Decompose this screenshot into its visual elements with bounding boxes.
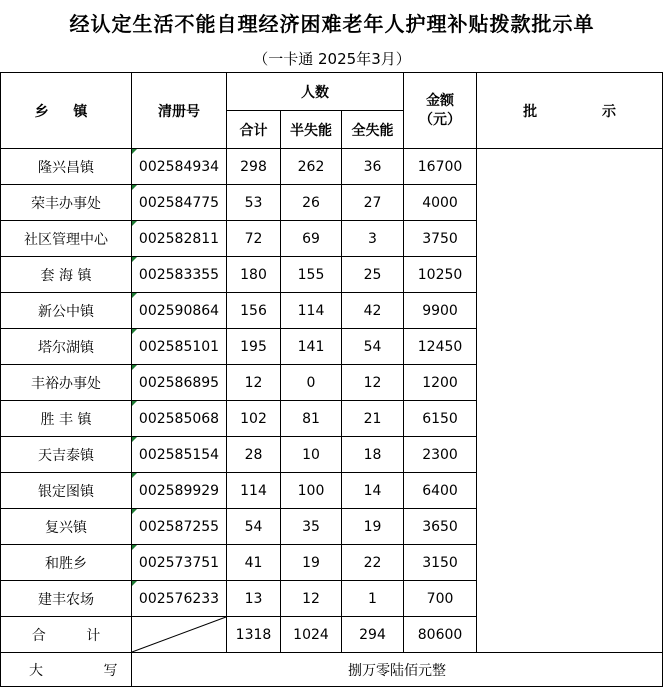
- total-cell: 53: [227, 185, 281, 221]
- header-people: 人数: [227, 73, 404, 111]
- town-cell: 建丰农场: [1, 581, 132, 617]
- capital-row: [1, 653, 663, 687]
- half-disabled-cell: 69: [281, 221, 342, 257]
- header-amount-line1: 金额: [426, 92, 455, 109]
- full-disabled-cell: 12: [342, 365, 404, 401]
- header-full: 全失能: [342, 111, 404, 149]
- half-disabled-cell: 155: [281, 257, 342, 293]
- total-cell: 114: [227, 473, 281, 509]
- town-cell: 套 海 镇: [1, 257, 132, 293]
- amount-cell: 2300: [404, 437, 477, 473]
- amount-cell: 9900: [404, 293, 477, 329]
- amount-cell: 3150: [404, 545, 477, 581]
- amount-cell: 3750: [404, 221, 477, 257]
- town-cell: 丰裕办事处: [1, 365, 132, 401]
- full-disabled-cell: 36: [342, 149, 404, 185]
- page-title: 经认定生活不能自理经济困难老年人护理补贴拨款批示单: [69, 12, 595, 36]
- half-disabled-cell: 114: [281, 293, 342, 329]
- town-cell: 社区管理中心: [1, 221, 132, 257]
- half-disabled-cell: 35: [281, 509, 342, 545]
- header-amount: [404, 73, 477, 149]
- full-disabled-cell: 21: [342, 401, 404, 437]
- total-cell: 195: [227, 329, 281, 365]
- full-disabled-cell: 19: [342, 509, 404, 545]
- total-cell: 41: [227, 545, 281, 581]
- amount-cell: 700: [404, 581, 477, 617]
- capital-amount: 捌万零陆佰元整: [132, 653, 663, 687]
- town-cell: 复兴镇: [1, 509, 132, 545]
- header-town: 乡 镇: [1, 73, 132, 149]
- table-row: [1, 149, 663, 185]
- full-disabled-cell: 22: [342, 545, 404, 581]
- total-cell: 54: [227, 509, 281, 545]
- town-cell: 银定图镇: [1, 473, 132, 509]
- half-disabled-cell: 0: [281, 365, 342, 401]
- account-cell: 002587255: [132, 509, 227, 545]
- amount-cell: 12450: [404, 329, 477, 365]
- header-amount-line2: （元）: [419, 111, 462, 128]
- town-cell: 和胜乡: [1, 545, 132, 581]
- town-cell: 天吉泰镇: [1, 437, 132, 473]
- account-cell: 002576233: [132, 581, 227, 617]
- total-cell: 28: [227, 437, 281, 473]
- totals-half-disabled: 1024: [281, 617, 342, 653]
- account-cell: 002582811: [132, 221, 227, 257]
- half-disabled-cell: 12: [281, 581, 342, 617]
- full-disabled-cell: 54: [342, 329, 404, 365]
- total-cell: 72: [227, 221, 281, 257]
- full-disabled-cell: 1: [342, 581, 404, 617]
- amount-cell: 6400: [404, 473, 477, 509]
- half-disabled-cell: 19: [281, 545, 342, 581]
- amount-cell: 3650: [404, 509, 477, 545]
- totals-amount: 80600: [404, 617, 477, 653]
- half-disabled-cell: 141: [281, 329, 342, 365]
- total-cell: 180: [227, 257, 281, 293]
- totals-full-disabled: 294: [342, 617, 404, 653]
- half-disabled-cell: 262: [281, 149, 342, 185]
- account-cell: 002585101: [132, 329, 227, 365]
- totals-label: 合 计: [1, 617, 132, 653]
- full-disabled-cell: 18: [342, 437, 404, 473]
- approval-area: [477, 149, 663, 653]
- page-subtitle: （一卡通 2025年3月）: [253, 50, 411, 68]
- town-cell: 荣丰办事处: [1, 185, 132, 221]
- amount-cell: 4000: [404, 185, 477, 221]
- amount-cell: 6150: [404, 401, 477, 437]
- capital-label: 大 写: [1, 653, 132, 687]
- header-half: 半失能: [281, 111, 342, 149]
- half-disabled-cell: 100: [281, 473, 342, 509]
- header-total: 合计: [227, 111, 281, 149]
- allocation-table: [0, 72, 663, 687]
- half-disabled-cell: 10: [281, 437, 342, 473]
- account-cell: 002583355: [132, 257, 227, 293]
- town-cell: 塔尔湖镇: [1, 329, 132, 365]
- half-disabled-cell: 81: [281, 401, 342, 437]
- town-cell: 隆兴昌镇: [1, 149, 132, 185]
- header-approval: 批 示: [477, 73, 663, 149]
- total-cell: 102: [227, 401, 281, 437]
- total-cell: 12: [227, 365, 281, 401]
- town-cell: 胜 丰 镇: [1, 401, 132, 437]
- amount-cell: 16700: [404, 149, 477, 185]
- account-cell: 002586895: [132, 365, 227, 401]
- account-cell: 002585154: [132, 437, 227, 473]
- amount-cell: 1200: [404, 365, 477, 401]
- total-cell: 298: [227, 149, 281, 185]
- total-cell: 156: [227, 293, 281, 329]
- account-cell: 002573751: [132, 545, 227, 581]
- totals-total: 1318: [227, 617, 281, 653]
- account-cell: 002584934: [132, 149, 227, 185]
- town-cell: 新公中镇: [1, 293, 132, 329]
- half-disabled-cell: 26: [281, 185, 342, 221]
- account-cell: 002589929: [132, 473, 227, 509]
- total-cell: 13: [227, 581, 281, 617]
- header-account: 清册号: [132, 73, 227, 149]
- full-disabled-cell: 14: [342, 473, 404, 509]
- full-disabled-cell: 3: [342, 221, 404, 257]
- account-cell: 002584775: [132, 185, 227, 221]
- full-disabled-cell: 25: [342, 257, 404, 293]
- diagonal-line: [132, 617, 226, 652]
- account-cell: 002585068: [132, 401, 227, 437]
- full-disabled-cell: 27: [342, 185, 404, 221]
- amount-cell: 10250: [404, 257, 477, 293]
- totals-account-diagonal: [132, 617, 227, 653]
- account-cell: 002590864: [132, 293, 227, 329]
- full-disabled-cell: 42: [342, 293, 404, 329]
